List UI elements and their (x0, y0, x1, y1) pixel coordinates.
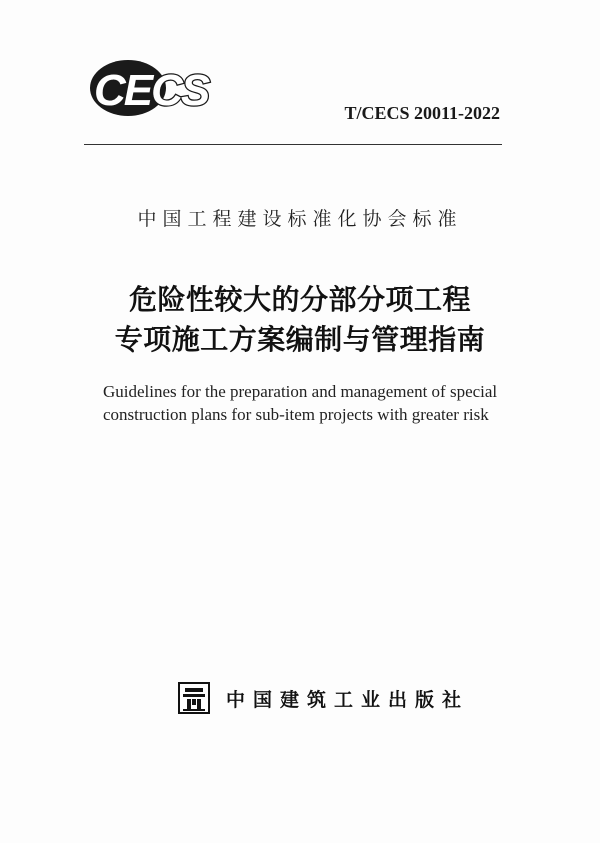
association-name: 中国工程建设标准化协会标准 (137, 208, 463, 230)
title-cn-line2: 专项施工方案编制与管理指南 (114, 323, 486, 356)
title-en-line2: construction plans for sub-item projects with greater risk (103, 405, 489, 424)
title-cn-line1: 危险性较大的分部分项工程 (128, 283, 471, 316)
cecs-logo-text: CECS (94, 66, 209, 115)
header-divider (84, 144, 502, 145)
standard-code: T/CECS 20011-2022 (344, 103, 500, 123)
publisher-name: 中国建筑工业出版社 (226, 688, 470, 711)
title-en-line1: Guidelines for the preparation and management of special (103, 382, 498, 401)
cecs-logo (88, 55, 213, 125)
building-emblem-icon (178, 682, 210, 714)
publisher (178, 681, 469, 715)
